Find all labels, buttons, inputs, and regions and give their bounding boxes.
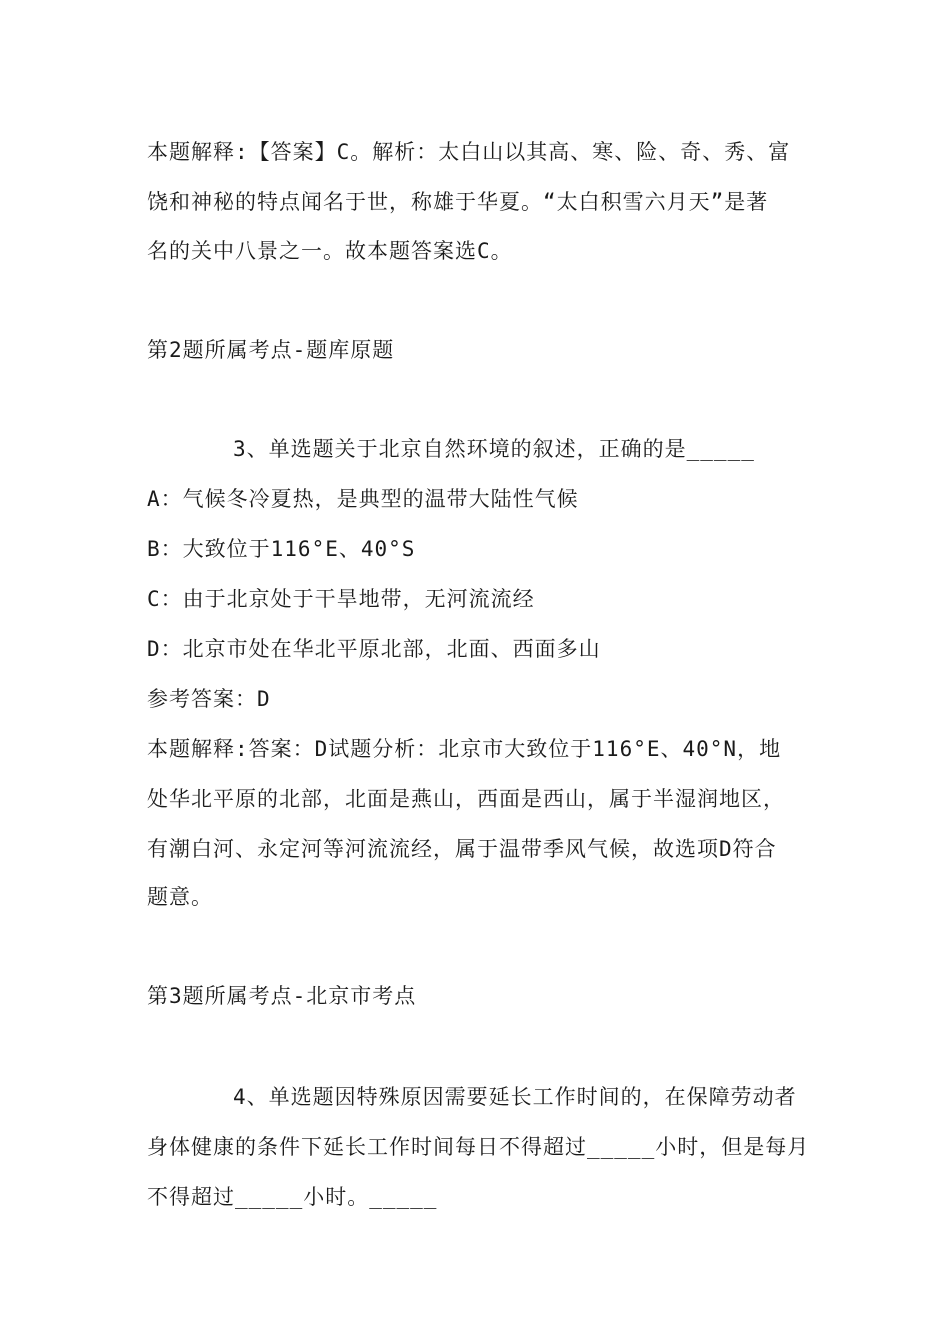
q3-explanation-line-1: 本题解释:答案：D试题分析：北京市大致位于116°E、40°N，地 bbox=[147, 737, 782, 761]
q4-question-line-1: 4、单选题因特殊原因需要延长工作时间的，在保障劳动者 bbox=[233, 1085, 797, 1109]
q3-answer: 参考答案：D bbox=[147, 687, 271, 711]
q4-question-line-3: 不得超过_____小时。_____ bbox=[147, 1185, 438, 1209]
q3-explanation-line-4: 题意。 bbox=[147, 885, 213, 909]
q3-option-d: D：北京市处在华北平原北部，北面、西面多山 bbox=[147, 637, 601, 661]
q3-option-b: B：大致位于116°E、40°S bbox=[147, 537, 416, 561]
q3-question: 3、单选题关于北京自然环境的叙述，正确的是_____ bbox=[233, 437, 755, 461]
q2-explanation-line-2: 饶和神秘的特点闻名于世，称雄于华夏。“太白积雪六月天”是著 bbox=[147, 190, 769, 214]
q3-option-a: A：气候冬冷夏热，是典型的温带大陆性气候 bbox=[147, 487, 579, 511]
q3-explanation-line-3: 有潮白河、永定河等河流流经，属于温带季风气候，故选项D符合 bbox=[147, 837, 777, 861]
q3-topic: 第3题所属考点-北京市考点 bbox=[147, 984, 417, 1008]
q2-explanation-line-3: 名的关中八景之一。故本题答案选C。 bbox=[147, 239, 513, 263]
q3-explanation-line-2: 处华北平原的北部，北面是燕山，西面是西山，属于半湿润地区， bbox=[147, 787, 785, 811]
q4-question-line-2: 身体健康的条件下延长工作时间每日不得超过_____小时，但是每月 bbox=[147, 1135, 810, 1159]
q3-option-c: C：由于北京处于干旱地带，无河流流经 bbox=[147, 587, 535, 611]
q2-topic: 第2题所属考点-题库原题 bbox=[147, 338, 395, 362]
q2-explanation-line-1: 本题解释:【答案】C。解析：太白山以其高、寒、险、奇、秀、富 bbox=[147, 140, 791, 164]
